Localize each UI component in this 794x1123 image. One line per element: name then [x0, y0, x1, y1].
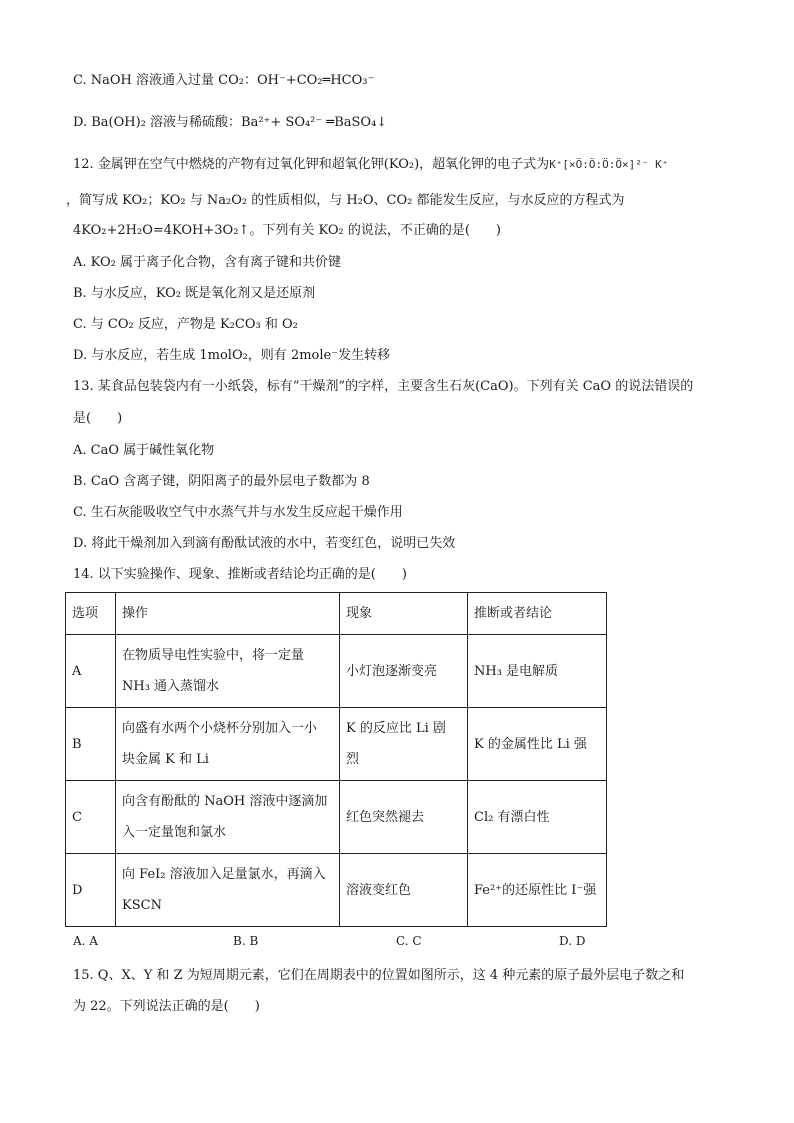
row-option: D [66, 854, 116, 927]
row-operation-line: 块金属 K 和 Li [122, 752, 209, 767]
row-operation-line: 在物质导电性实验中，将一定量 [122, 648, 305, 663]
row-operation [116, 781, 340, 854]
q13-option-c: C. 生石灰能吸收空气中水蒸气并与水发生反应起干燥作用 [73, 505, 403, 520]
header-conclusion: 推断或者结论 [468, 593, 607, 635]
q14-choice-a: A. A [73, 934, 98, 948]
row-operation-line: 向含有酚酞的 NaOH 溶液中逐滴加 [122, 794, 328, 809]
row-conclusion: K 的金属性比 Li 强 [468, 708, 607, 781]
q13-stem-line-1: 13. 某食品包装袋内有一小纸袋，标有“干燥剂”的字样，主要含生石灰(CaO)。下列有关 CaO 的说法错误的 [73, 379, 694, 394]
row-option: C [66, 781, 116, 854]
row-operation-line: 向盛有水两个小烧杯分别加入一小 [122, 721, 318, 736]
row-operation-line: 向 FeI₂ 溶液加入足量氯水，再滴入 [122, 867, 326, 882]
q15-stem-line-1: 15. Q、X、Y 和 Z 为短周期元素，它们在周期表中的位置如图所示，这 4 种元素的原子最外层电子数之和 [73, 968, 685, 983]
row-option: B [66, 708, 116, 781]
q13-option-a: A. CaO 属于碱性氧化物 [73, 443, 215, 458]
q14-choice-c: C. C [396, 934, 422, 948]
q12-option-c: C. 与 CO₂ 反应，产物是 K₂CO₃ 和 O₂ [73, 317, 298, 332]
row-phenomenon: 溶液变红色 [340, 854, 468, 927]
q11-option-d: D. Ba(OH)₂ 溶液与稀硫酸：Ba²⁺+ SO₄²⁻ ═BaSO₄↓ [73, 115, 388, 130]
row-conclusion: Cl₂ 有漂白性 [468, 781, 607, 854]
row-operation-line: KSCN [122, 898, 162, 913]
q13-option-b: B. CaO 含离子键，阴阳离子的最外层电子数都为 8 [73, 474, 370, 489]
q14-choice-d: D. D [559, 934, 586, 948]
row-phenomenon: 小灯泡逐渐变亮 [340, 635, 468, 708]
row-conclusion: Fe²⁺的还原性比 I⁻强 [468, 854, 607, 927]
row-operation [116, 854, 340, 927]
q12-stem-line-2: ，简写成 KO₂；KO₂ 与 Na₂O₂ 的性质相似，与 H₂O、CO₂ 都能发生反应，与水反应的方程式为 [66, 193, 625, 208]
q12-option-a: A. KO₂ 属于离子化合物，含有离子键和共价键 [73, 255, 342, 270]
row-phenomenon [340, 708, 468, 781]
q14-stem: 14. 以下实验操作、现象、推断或者结论均正确的是( ) [73, 567, 407, 582]
row-phenomenon-line: 烈 [346, 752, 360, 767]
row-operation-line: 入一定量饱和氯水 [122, 825, 227, 840]
q12-stem-text: 12. 金属钾在空气中燃烧的产物有过氧化钾和超氧化钾(KO₂)，超氧化钾的电子式为 [73, 157, 550, 172]
header-phenomenon: 现象 [340, 593, 468, 635]
table-header-row [66, 593, 607, 635]
q15-stem-line-2: 为 22。下列说法正确的是( ) [73, 999, 260, 1014]
q14-choices [73, 934, 593, 952]
q11-option-c: C. NaOH 溶液通入过量 CO₂：OH⁻+CO₂═HCO₃⁻ [73, 73, 375, 88]
q14-choice-b: B. B [233, 934, 259, 948]
table-row [66, 854, 607, 927]
row-operation [116, 635, 340, 708]
row-operation-line: NH₃ 通入蒸馏水 [122, 679, 220, 694]
q12-stem-line-3: 4KO₂+2H₂O=4KOH+3O₂↑。下列有关 KO₂ 的说法，不正确的是( ) [73, 223, 501, 238]
header-option: 选项 [66, 593, 116, 635]
q12-option-b: B. 与水反应，KO₂ 既是氧化剂又是还原剂 [73, 286, 316, 301]
table-row [66, 635, 607, 708]
table-row [66, 708, 607, 781]
q13-option-d: D. 将此干燥剂加入到滴有酚酞试液的水中，若变红色，说明已失效 [73, 536, 456, 551]
row-operation [116, 708, 340, 781]
q12-option-d: D. 与水反应，若生成 1molO₂，则有 2mole⁻发生转移 [73, 348, 391, 363]
electron-formula: K⁺[×Ö:Ö:Ö:Ö×]²⁻ K⁺ [549, 158, 669, 171]
q14-table [65, 592, 607, 927]
q12-stem-line-1 [73, 156, 668, 174]
table-row [66, 781, 607, 854]
row-phenomenon-line: K 的反应比 Li 剧 [346, 721, 446, 736]
row-option: A [66, 635, 116, 708]
header-operation: 操作 [116, 593, 340, 635]
row-conclusion: NH₃ 是电解质 [468, 635, 607, 708]
row-phenomenon: 红色突然褪去 [340, 781, 468, 854]
q13-stem-line-2: 是( ) [73, 411, 123, 426]
